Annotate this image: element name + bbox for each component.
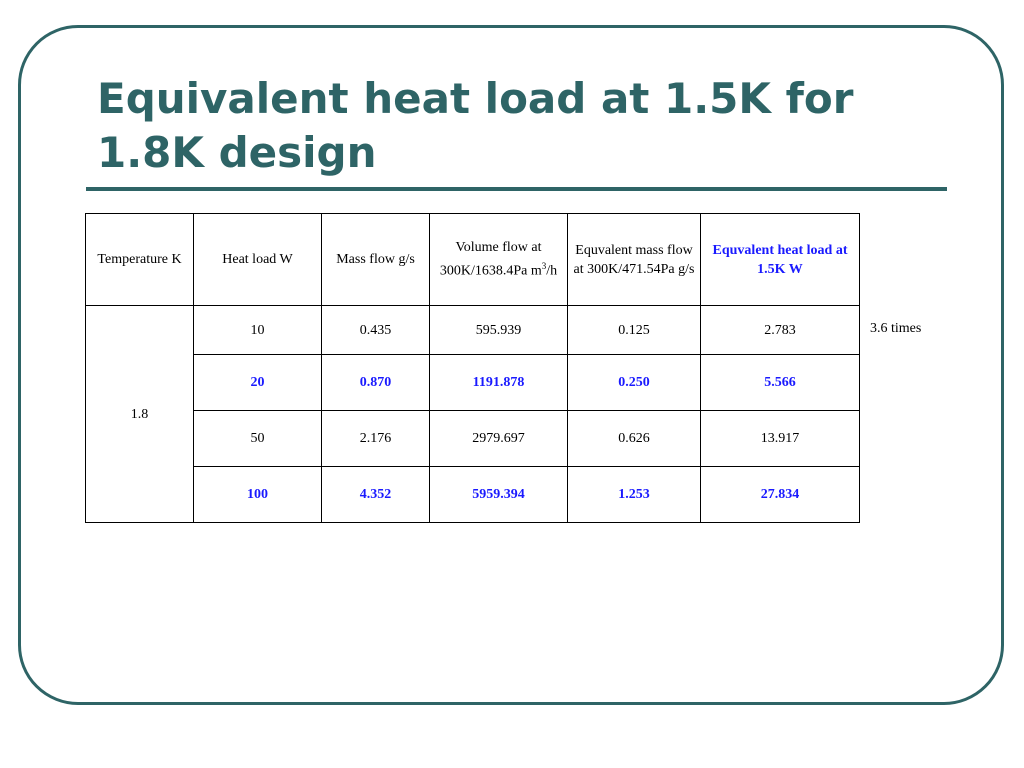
mass-flow-cell: 2.176 xyxy=(322,411,430,467)
header-equiv-heat-load: Equvalent heat load at 1.5K W xyxy=(701,214,860,306)
ratio-note: 3.6 times xyxy=(870,321,922,336)
mass-flow-cell: 0.870 xyxy=(322,355,430,411)
header-volume-flow-unit: /h xyxy=(546,263,558,279)
volume-flow-cell: 5959.394 xyxy=(430,467,568,523)
header-volume-flow-exponent: 3 xyxy=(541,261,547,272)
equiv-heat-load-cell: 13.917 xyxy=(701,411,860,467)
table-row xyxy=(86,355,860,411)
heat-load-cell: 100 xyxy=(194,467,322,523)
volume-flow-cell: 2979.697 xyxy=(430,411,568,467)
heat-load-cell: 50 xyxy=(194,411,322,467)
equiv-heat-load-cell: 5.566 xyxy=(701,355,860,411)
equiv-mass-flow-cell: 0.626 xyxy=(568,411,701,467)
temperature-cell: 1.8 xyxy=(86,306,194,523)
mass-flow-cell: 0.435 xyxy=(322,306,430,355)
equiv-mass-flow-cell: 0.125 xyxy=(568,306,701,355)
table-row xyxy=(86,411,860,467)
header-equiv-mass-flow: Equvalent mass flow at 300K/471.54Pa g/s xyxy=(568,214,701,306)
table-row xyxy=(86,467,860,523)
table-header-row xyxy=(86,214,860,306)
equiv-mass-flow-cell: 0.250 xyxy=(568,355,701,411)
heat-load-cell: 20 xyxy=(194,355,322,411)
slide-title: Equivalent heat load at 1.5K for 1.8K design xyxy=(97,74,854,177)
title-underline xyxy=(86,187,947,191)
volume-flow-cell: 595.939 xyxy=(430,306,568,355)
header-volume-flow xyxy=(430,214,568,306)
equiv-heat-load-cell: 27.834 xyxy=(701,467,860,523)
header-temperature: Temperature K xyxy=(86,214,194,306)
header-heat-load: Heat load W xyxy=(194,214,322,306)
mass-flow-cell: 4.352 xyxy=(322,467,430,523)
header-mass-flow: Mass flow g/s xyxy=(322,214,430,306)
heat-load-table xyxy=(85,213,860,523)
heat-load-cell: 10 xyxy=(194,306,322,355)
equiv-heat-load-cell: 2.783 xyxy=(701,306,860,355)
volume-flow-cell: 1191.878 xyxy=(430,355,568,411)
equiv-mass-flow-cell: 1.253 xyxy=(568,467,701,523)
table-row xyxy=(86,306,860,355)
header-volume-flow-text: Volume flow at 300K/1638.4Pa m xyxy=(439,240,542,279)
